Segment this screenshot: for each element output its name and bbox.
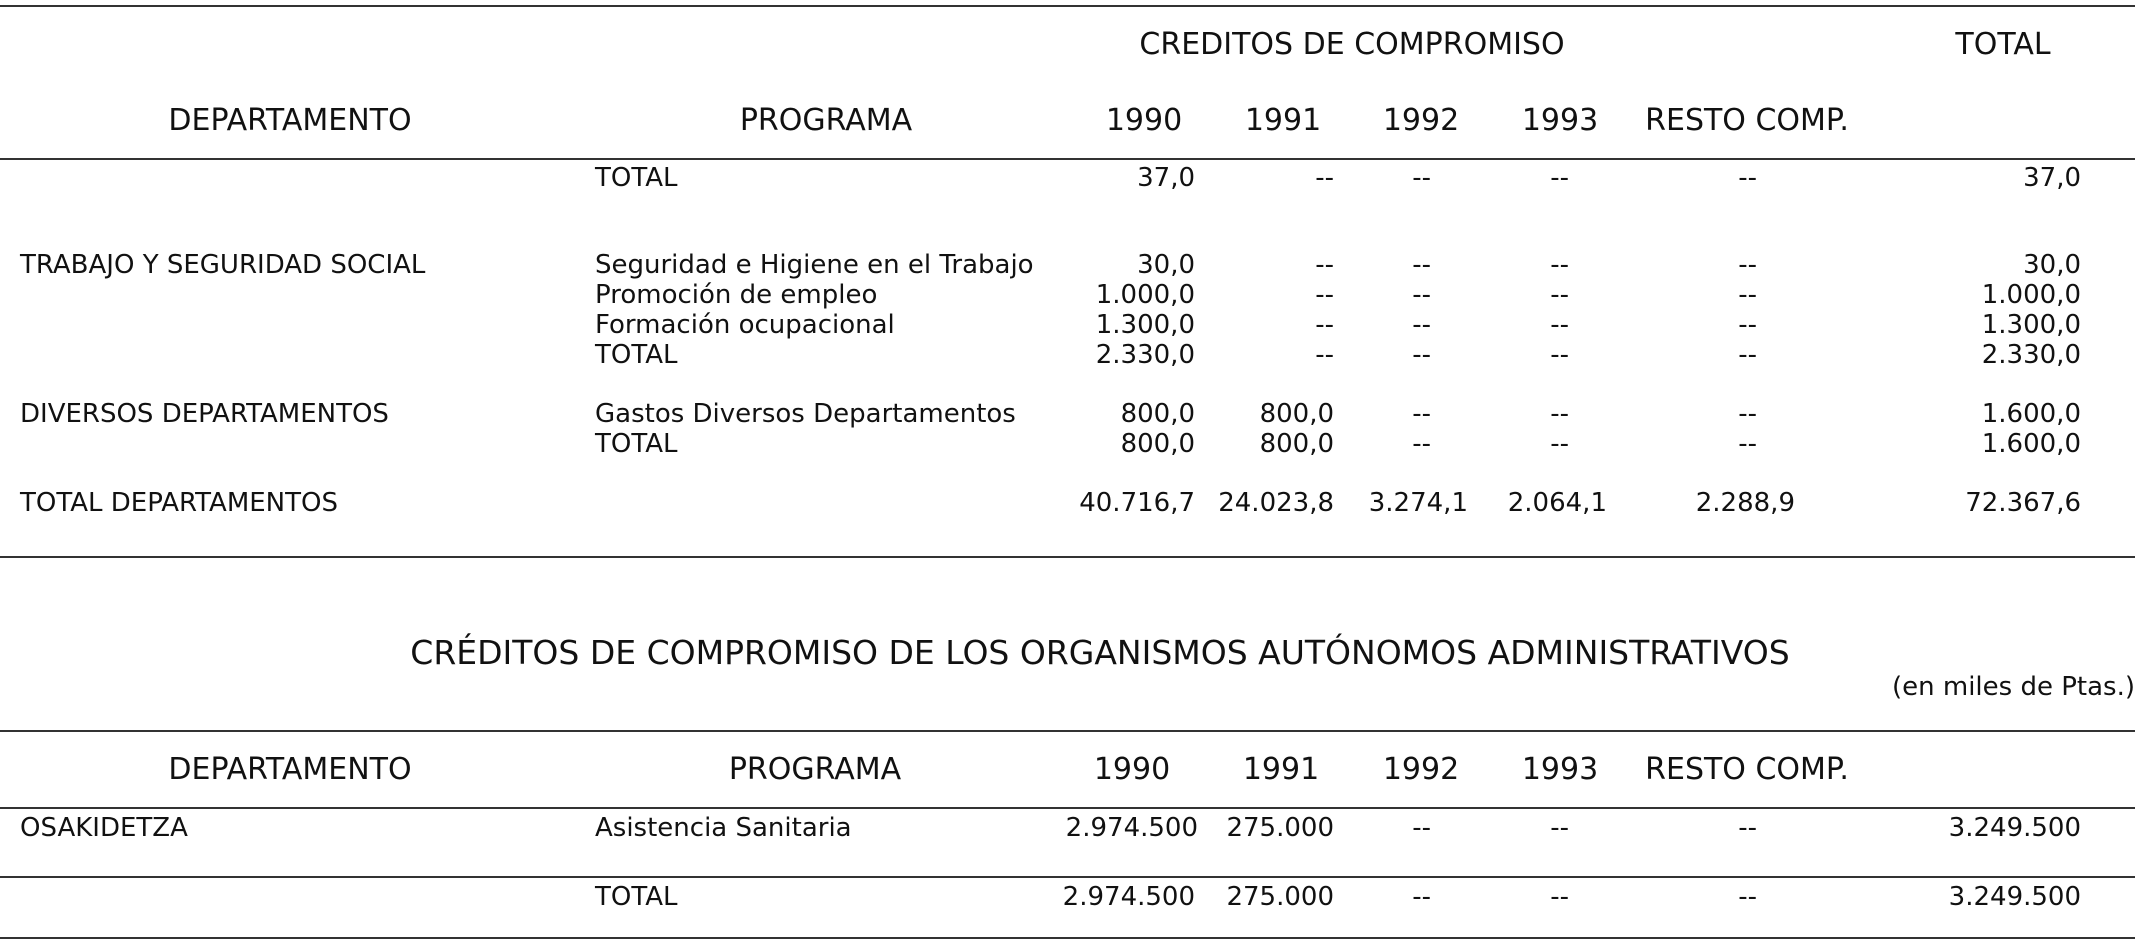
programa-cell: Formación ocupacional [595, 310, 895, 340]
value-1991-cell: 275.000 [1226, 813, 1334, 843]
resto-cell: -- [1738, 399, 1757, 429]
value-1991-cell: 800,0 [1259, 429, 1334, 459]
total-column-header: TOTAL [1955, 27, 2051, 62]
value-1993-cell: -- [1550, 399, 1569, 429]
value-1991-cell: -- [1315, 250, 1334, 280]
departamento-cell: OSAKIDETZA [20, 813, 188, 843]
value-1990-cell: 30,0 [1137, 250, 1195, 280]
value-1990-cell: 800,0 [1120, 399, 1195, 429]
credits-group-header: CREDITOS DE COMPROMISO [1139, 27, 1565, 62]
value-1992-cell: -- [1412, 429, 1431, 459]
value-1990-cell: 37,0 [1137, 163, 1195, 193]
year-header-1993: 1993 [1521, 752, 1599, 787]
value-1992-cell: -- [1412, 399, 1431, 429]
programa-cell: Seguridad e Higiene en el Trabajo [595, 250, 1034, 280]
programa-cell: Promoción de empleo [595, 280, 878, 310]
year-header-1992: 1992 [1382, 752, 1460, 787]
table2-bottom-rule [0, 937, 2135, 939]
value-1991-cell: -- [1315, 280, 1334, 310]
value-1990-cell: 2.974.500 [1065, 813, 1198, 843]
departamento-cell: TOTAL DEPARTAMENTOS [20, 488, 338, 518]
value-1992-cell: -- [1412, 280, 1431, 310]
table2-row-rule [0, 876, 2135, 878]
programa-cell: TOTAL [595, 429, 678, 459]
value-1990-cell: 2.974.500 [1062, 882, 1195, 912]
value-1993-cell: -- [1550, 250, 1569, 280]
value-1990-cell: 800,0 [1120, 429, 1195, 459]
value-1990-cell: 1.300,0 [1095, 310, 1195, 340]
year-header-1991: 1991 [1244, 103, 1322, 138]
value-1991-cell: 24.023,8 [1218, 488, 1334, 518]
resto-cell: -- [1738, 882, 1757, 912]
value-1993-cell: -- [1550, 310, 1569, 340]
programa-header: PROGRAMA [728, 752, 902, 787]
programa-header: PROGRAMA [739, 103, 913, 138]
value-1992-cell: -- [1412, 340, 1431, 370]
programa-cell: Asistencia Sanitaria [595, 813, 852, 843]
resto-cell: -- [1738, 250, 1757, 280]
programa-cell: Gastos Diversos Departamentos [595, 399, 1016, 429]
value-1992-cell: -- [1412, 310, 1431, 340]
resto-cell: -- [1738, 429, 1757, 459]
table1-top-rule [0, 5, 2135, 7]
table2-top-rule [0, 730, 2135, 732]
departamento-header: DEPARTAMENTO [168, 103, 412, 138]
total-cell: 37,0 [2023, 163, 2081, 193]
value-1992-cell: -- [1412, 163, 1431, 193]
total-cell: 72.367,6 [1965, 488, 2081, 518]
total-cell: 1.600,0 [1981, 399, 2081, 429]
year-header-1993: 1993 [1521, 103, 1599, 138]
value-1993-cell: -- [1550, 280, 1569, 310]
total-cell: 3.249.500 [1948, 813, 2081, 843]
value-1991-cell: 275.000 [1226, 882, 1334, 912]
programa-cell: TOTAL [595, 340, 678, 370]
resto-cell: -- [1738, 310, 1757, 340]
value-1993-cell: -- [1550, 813, 1569, 843]
departamento-cell: TRABAJO Y SEGURIDAD SOCIAL [20, 250, 426, 280]
resto-cell: -- [1738, 280, 1757, 310]
total-cell: 30,0 [2023, 250, 2081, 280]
departamento-cell: DIVERSOS DEPARTAMENTOS [20, 399, 389, 429]
value-1991-cell: -- [1315, 163, 1334, 193]
table1-bottom-rule [0, 556, 2135, 558]
resto-cell: -- [1738, 163, 1757, 193]
programa-cell: TOTAL [595, 882, 678, 912]
total-cell: 1.300,0 [1981, 310, 2081, 340]
value-1992-cell: -- [1412, 882, 1431, 912]
total-cell: 1.600,0 [1981, 429, 2081, 459]
resto-comp-header: RESTO COMP. [1645, 752, 1849, 787]
year-header-1990: 1990 [1105, 103, 1183, 138]
value-1992-cell: -- [1412, 250, 1431, 280]
value-1991-cell: -- [1315, 340, 1334, 370]
resto-cell: -- [1738, 340, 1757, 370]
value-1993-cell: -- [1550, 163, 1569, 193]
table2-header-rule [0, 807, 2135, 809]
resto-comp-header: RESTO COMP. [1645, 103, 1849, 138]
value-1991-cell: 800,0 [1259, 399, 1334, 429]
table1-header-rule [0, 158, 2135, 160]
total-cell: 2.330,0 [1981, 340, 2081, 370]
value-1993-cell: -- [1550, 429, 1569, 459]
section-title: CRÉDITOS DE COMPROMISO DE LOS ORGANISMOS AUTÓNOMOS ADMINISTRATIVOS [410, 633, 1790, 672]
year-header-1991: 1991 [1242, 752, 1320, 787]
value-1990-cell: 1.000,0 [1095, 280, 1195, 310]
resto-cell: -- [1738, 813, 1757, 843]
programa-cell: TOTAL [595, 163, 678, 193]
value-1990-cell: 2.330,0 [1095, 340, 1195, 370]
total-cell: 1.000,0 [1981, 280, 2081, 310]
resto-cell: 2.288,9 [1695, 488, 1795, 518]
value-1993-cell: -- [1550, 340, 1569, 370]
value-1992-cell: -- [1412, 813, 1431, 843]
value-1991-cell: -- [1315, 310, 1334, 340]
value-1993-cell: -- [1550, 882, 1569, 912]
departamento-header: DEPARTAMENTO [168, 752, 412, 787]
total-cell: 3.249.500 [1948, 882, 2081, 912]
units-note: (en miles de Ptas.) [1892, 672, 2135, 702]
year-header-1992: 1992 [1382, 103, 1460, 138]
value-1990-cell: 40.716,7 [1079, 488, 1195, 518]
year-header-1990: 1990 [1093, 752, 1171, 787]
value-1992-cell: 3.274,1 [1368, 488, 1468, 518]
value-1993-cell: 2.064,1 [1507, 488, 1607, 518]
